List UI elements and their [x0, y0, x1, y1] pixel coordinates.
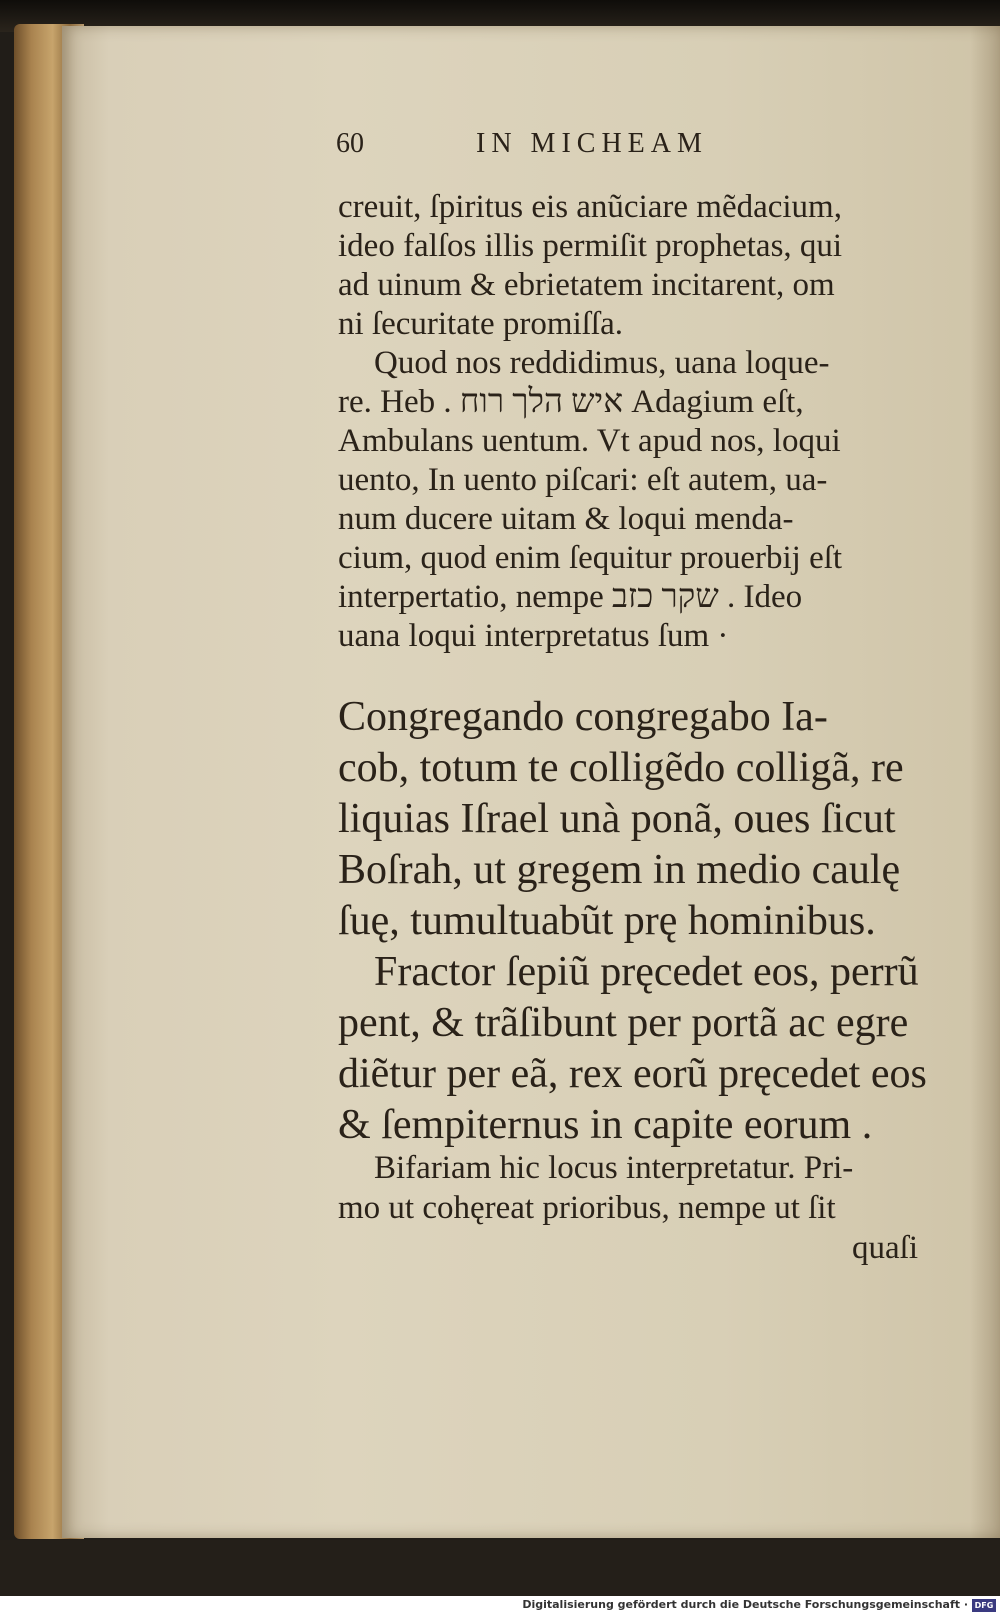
text-line: ad uinum & ebrietatem incitarent, om	[338, 267, 835, 303]
dfg-logo-icon: DFG	[972, 1599, 996, 1612]
text-line: ni ſecuritate promiſſa.	[338, 306, 623, 342]
scripture-block	[338, 692, 938, 1151]
page-number: 60	[336, 128, 364, 159]
text-line: num ducere uitam & loqui menda-	[338, 501, 794, 537]
scripture-line: ſuę, tumultuabũt prę hominibus.	[338, 898, 876, 944]
text-line: re. Heb . איש הלך רוח Adagium eſt,	[338, 384, 804, 420]
text-line: creuit, ſpiritus eis anũciare mẽdacium,	[338, 189, 842, 225]
text-line: uento, In uento piſcari: eſt autem, ua-	[338, 462, 828, 498]
footer-credit: Digitalisierung gefördert durch die Deutsche Forschungsgemeinschaft ·	[522, 1598, 968, 1611]
text-line: ideo falſos illis permiſit prophetas, qui	[338, 228, 843, 264]
text-line: uana loqui interpretatus ſum ·	[338, 618, 729, 654]
text-line: cium, quod enim ſequitur prouerbij eſt	[338, 540, 843, 576]
scripture-line: diẽtur per eã, rex eorũ pręcedet eos	[338, 1051, 927, 1097]
scripture-line: Boſrah, ut gregem in medio caulę	[338, 847, 901, 893]
text-line: Bifariam hic locus interpretatur. Pri-	[374, 1150, 854, 1186]
scripture-line: & ſempiternus in capite eorum .	[338, 1102, 873, 1148]
scripture-line: pent, & trãſibunt per portã ac egre	[338, 1000, 909, 1046]
commentary-block	[338, 188, 938, 656]
commentary-block-2	[338, 1148, 938, 1268]
scripture-line: Congregando congregabo Ia-	[338, 694, 828, 740]
catchword: quaſi	[852, 1230, 918, 1266]
gutter-shadow	[970, 26, 1000, 1538]
running-title: IN MICHEAM	[476, 128, 708, 159]
text-line: mo ut cohęreat prioribus, nempe ut ſit	[338, 1190, 836, 1226]
text-line: Ambulans uentum. Vt apud nos, loqui	[338, 423, 841, 459]
text-line: interpertatio, nempe שקר כזב . Ideo	[338, 579, 803, 615]
scripture-line: liquias Iſrael unà ponã, oues ſicut	[338, 796, 896, 842]
text-line: Quod nos reddidimus, uana loque-	[374, 345, 830, 381]
scripture-line: cob, totum te colligẽdo colligã, re	[338, 745, 904, 791]
scripture-line: Fractor ſepiũ pręcedet eos, perrũ	[374, 949, 919, 995]
running-header	[336, 128, 776, 162]
